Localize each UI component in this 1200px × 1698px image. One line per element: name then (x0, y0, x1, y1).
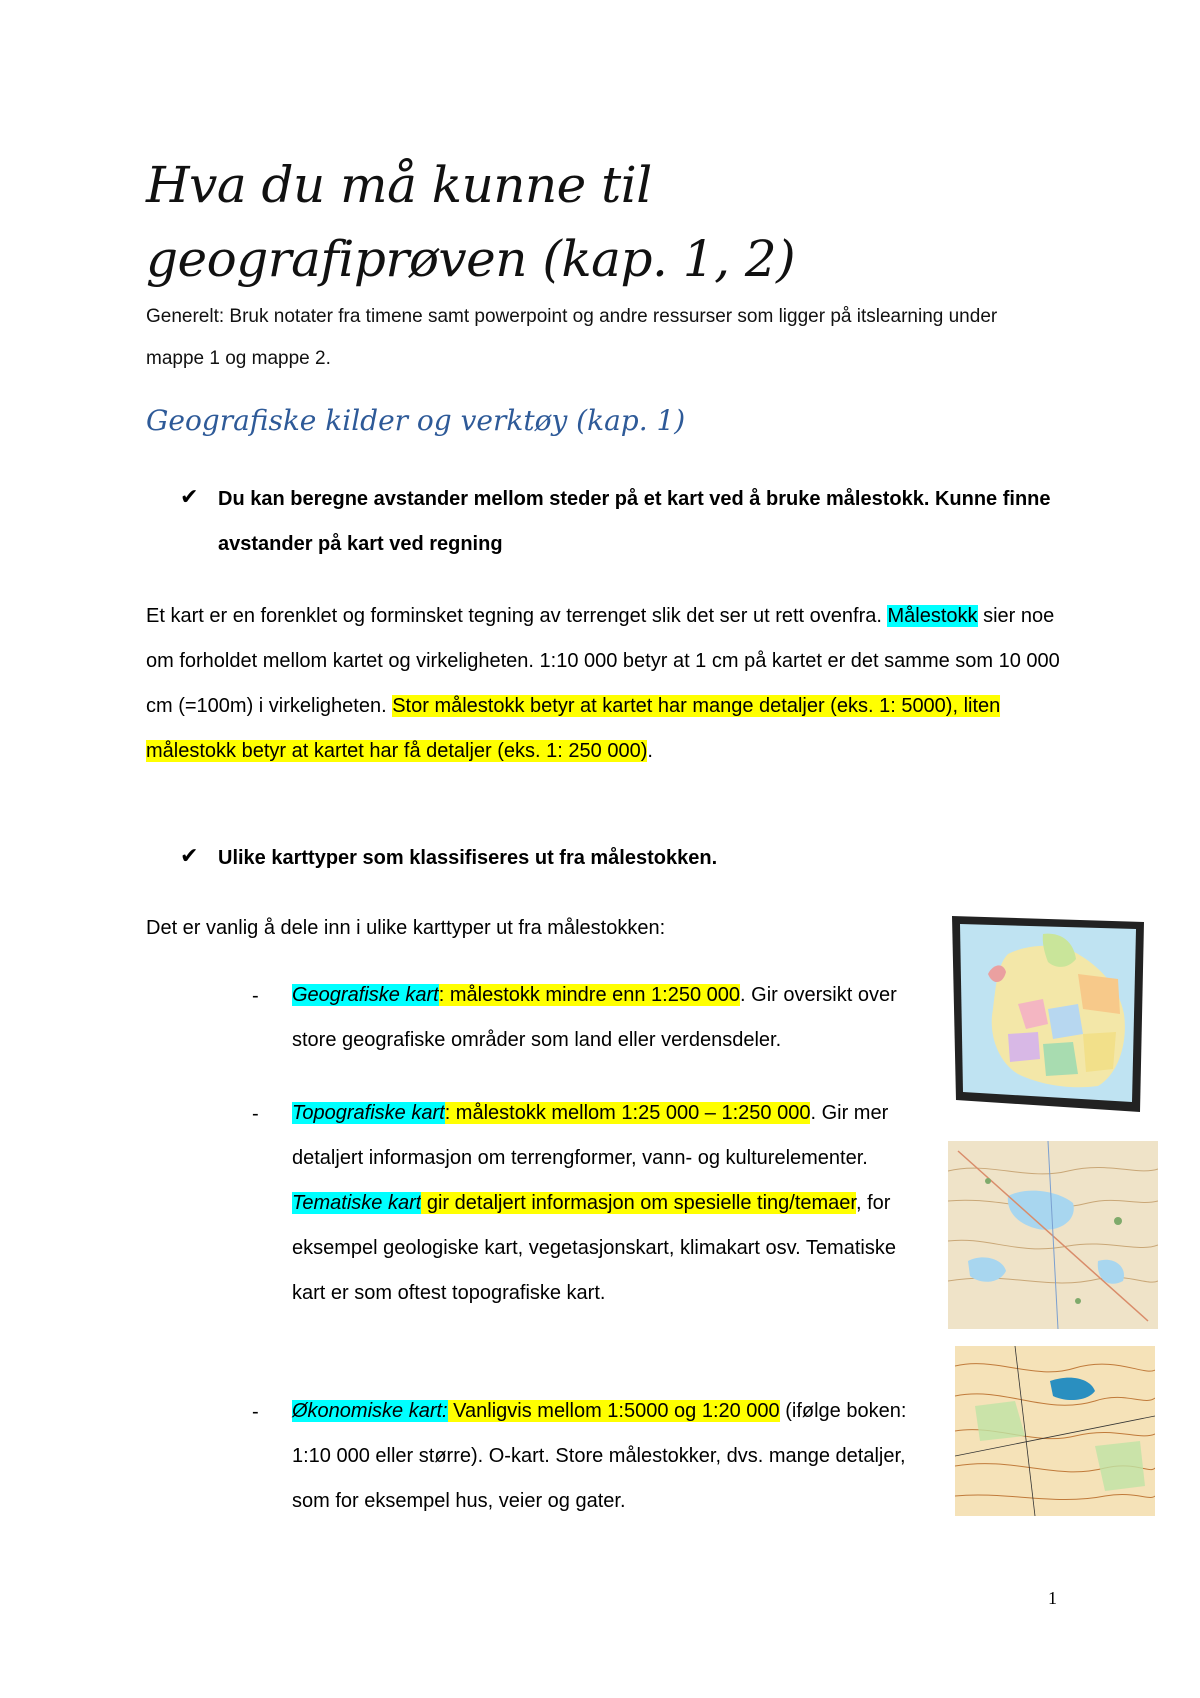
bullet-topografiske-kart (292, 1091, 922, 1316)
checkmark-icon: ✔ (180, 843, 199, 868)
page-number: 1 (1048, 1588, 1057, 1608)
checkmark-icon: ✔ (180, 484, 199, 509)
term-topografiske-kart: Topografiske kart (292, 1102, 445, 1124)
definition-sentence: Et kart er en forenklet og forminsket tegning av terrenget slik det ser ut rett ovenfra. (146, 605, 882, 627)
scale-topografiske: : målestokk mellom 1:25 000 – 1:250 000 (444, 1102, 811, 1124)
intro-label: Generelt: (146, 306, 225, 327)
bullet-geografiske-kart (292, 973, 922, 1063)
desc-okonomiske: (ifølge boken: 1:10 000 eller større). O-kart. Store målestokker, dvs. mange detaljer, som for eksempel hus, veier og gater. (292, 1400, 907, 1512)
intro-paragraph (146, 296, 1026, 380)
document-title: Hva du må kunne til geografiprøven (kap. 1, 2) (146, 156, 796, 288)
term-geografiske-kart: Geografiske kart (292, 984, 439, 1006)
scale-detail-highlight: Stor målestokk betyr at kartet har mange detaljer (eks. 1: 5000), liten målestokk betyr at kartet har få detaljer (eks. 1: 250 000) (146, 695, 1001, 762)
map-types-intro: Det er vanlig å dele inn i ulike karttyper ut fra målestokken: (146, 917, 666, 939)
dash-bullet: - (252, 985, 259, 1007)
europe-wall-map-image (948, 914, 1146, 1114)
map-definition-paragraph (146, 594, 1066, 774)
topographic-map-image (948, 1141, 1158, 1329)
malestokk-explanation: sier noe om forholdet mellom kartet og virkeligheten. 1:10 000 betyr at 1 cm på kartet er det samme som 10 000 cm (=100m) i virkeligheten. (146, 605, 1060, 717)
desc-geografiske: . Gir oversikt over store geografiske områder som land eller verdensdeler. (292, 984, 897, 1051)
learning-goal-2: Ulike karttyper som klassifiseres ut fra målestokken. (218, 847, 718, 869)
learning-goal-1: Du kan beregne avstander mellom steder på et kart ved å bruke målestokk. Kunne finne avstander på kart ved regning (218, 488, 1051, 555)
section-heading: Geografiske kilder og verktøy (kap. 1) (146, 404, 686, 437)
desc-tematiske: , for eksempel geologiske kart, vegetasjonskart, klimakart osv. Tematiske kart er som oftest topografiske kart. (292, 1192, 896, 1304)
scale-geografiske: : målestokk mindre enn 1:250 000 (438, 984, 741, 1006)
intro-text: Bruk notater fra timene samt powerpoint og andre ressurser som ligger på itslearning under mappe 1 og mappe 2. (146, 306, 998, 369)
malestokk-term: Målestokk (887, 605, 978, 627)
orienteering-map-image (955, 1346, 1155, 1516)
scale-okonomiske: Vanligvis mellom 1:5000 og 1:20 000 (447, 1400, 780, 1422)
term-okonomiske-kart: Økonomiske kart: (292, 1400, 448, 1422)
period: . (647, 740, 653, 762)
dash-bullet: - (252, 1401, 259, 1423)
desc-tematiske-highlight: gir detaljert informasjon om spesielle ting/temaer (421, 1192, 856, 1214)
bullet-okonomiske-kart (292, 1389, 922, 1524)
dash-bullet: - (252, 1103, 259, 1125)
term-tematiske-kart: Tematiske kart (292, 1192, 422, 1214)
desc-topografiske: . Gir mer detaljert informasjon om terrengformer, vann- og kulturelementer. (292, 1102, 889, 1169)
